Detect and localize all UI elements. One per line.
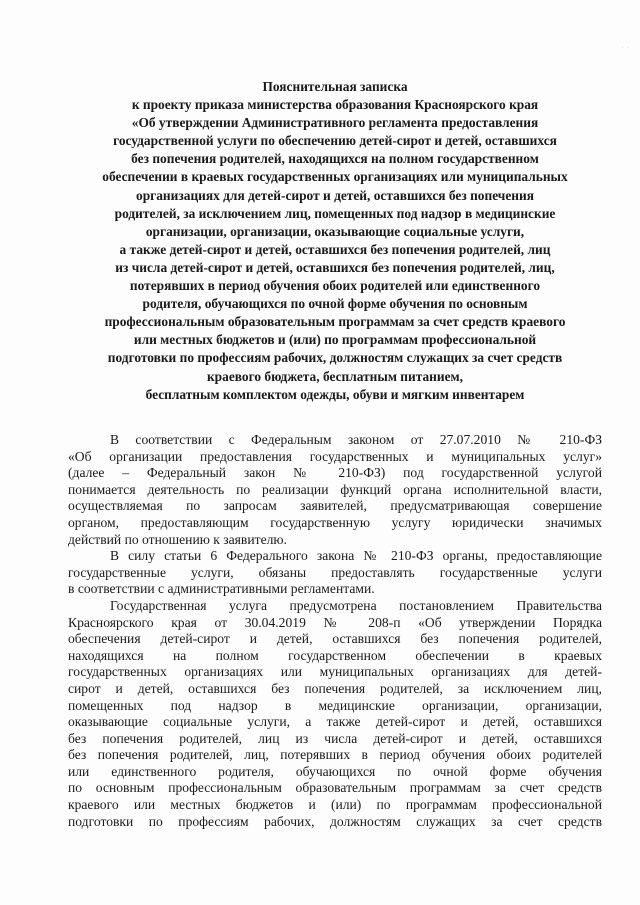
title-line: родителя, обучающихся по очной форме обучения по основным (142, 296, 528, 312)
title-line: или местных бюджетов и (или) по программам профессиональной (133, 332, 537, 348)
paragraph-line: краевого или местных бюджетов и (или) по программам профессиональной (68, 797, 602, 813)
paragraph-line: помещенных под надзор в медицинские организации, организации, (68, 697, 602, 713)
title-line: без попечения родителей, находящихся на полном государственном (131, 151, 539, 167)
paragraph-line: Красноярского края от 30.04.2019 № 208-п «Об утверждении Порядка (68, 614, 602, 630)
title-line: государственной услуги по обеспечению детей-сирот и детей, оставшихся (113, 133, 557, 149)
paragraph-line: государственные услуги, обязаны предоставлять государственные услуги (68, 564, 602, 580)
paragraph-line: без попечения родителей, лиц, потерявших в период обучения обоих родителей (68, 747, 602, 763)
paragraph-line: действий по отношению к заявителю. (68, 531, 287, 547)
title-line: «Об утверждении Административного регламента предоставления (131, 115, 539, 131)
title-line: к проекту приказа министерства образования Красноярского края (131, 97, 539, 113)
paragraph-line: обеспечения детей-сирот и детей, оставшихся без попечения родителей, (68, 631, 602, 647)
title-line: родителей, за исключением лиц, помещенных под надзор в медицинские (114, 205, 556, 221)
document-title (55, 78, 615, 404)
paragraph-1 (68, 432, 602, 548)
document-body (68, 432, 602, 830)
paragraph-line: Государственная услуга предусмотрена постановлением Правительства (110, 597, 602, 613)
paragraph-line: В соответствии с Федеральным законом от 27.07.2010 № 210-ФЗ (110, 432, 602, 447)
scan-margin-mark: · · (621, 45, 630, 51)
title-line: а также детей-сирот и детей, оставшихся без попечения родителей, лиц (119, 241, 551, 257)
paragraph-line: сирот и детей, оставшихся без попечения родителей, за исключением лиц, (68, 680, 602, 696)
paragraph-line: подготовки по профессиям рабочих, должностям служащих за счет средств (68, 813, 602, 829)
title-line: организациях для детей-сирот и детей, оставшихся без попечения (136, 187, 534, 203)
paragraph-line: органом, предоставляющим государственную услугу юридически значимых (68, 514, 602, 530)
paragraph-line: понимается деятельность по реализации функций органа исполнительной власти, (68, 481, 602, 497)
paragraph-2 (68, 548, 602, 598)
paragraph-line: государственных организациях или муниципальных организациях для детей- (68, 664, 602, 680)
title-line: потерявших в период обучения обоих родителей или единственного (129, 278, 541, 294)
paragraph-line: находящихся на полном государственном обеспечении в краевых (68, 647, 602, 663)
paragraph-line: В силу статьи 6 Федерального закона № 210-ФЗ органы, предоставляющие (110, 548, 602, 564)
title-line: бесплатным комплектом одежды, обуви и мягким инвентарем (145, 386, 525, 402)
paragraph-3 (68, 598, 602, 830)
title-heading: Пояснительная записка (262, 79, 408, 94)
title-line: из числа детей-сирот и детей, оставшихся без попечения родителей, лиц, (115, 259, 555, 275)
paragraph-line: «Об организации предоставления государственных и муниципальных услуг» (68, 448, 602, 464)
title-line: подготовки по профессиям рабочих, должностям служащих за счет средств (107, 350, 563, 366)
paragraph-line: (далее – Федеральный закон № 210-ФЗ) под государственной услугой (68, 465, 602, 481)
title-line: организации, организации, оказывающие социальные услуги, (145, 223, 525, 239)
title-line: краевого бюджета, бесплатным питанием, (206, 368, 464, 384)
paragraph-line: без попечения родителей, лиц из числа детей-сирот и детей, оставшихся (68, 730, 602, 746)
paragraph-line: в соответствии с административными регламентами. (68, 581, 375, 597)
paragraph-line: оказывающие социальные услуги, а также детей-сирот и детей, оставшихся (68, 714, 602, 730)
title-line: обеспечении в краевых государственных организациях или муниципальных (102, 169, 568, 185)
paragraph-line: по основным профессиональным образовательным программам за счет средств (68, 780, 602, 796)
title-line: профессиональным образовательным программам за счет средств краевого (104, 314, 566, 330)
paragraph-line: или единственного родителя, обучающихся по очной форме обучения (68, 763, 602, 779)
paragraph-line: осуществляемая по запросам заявителей, предусматривающая совершение (68, 498, 602, 514)
